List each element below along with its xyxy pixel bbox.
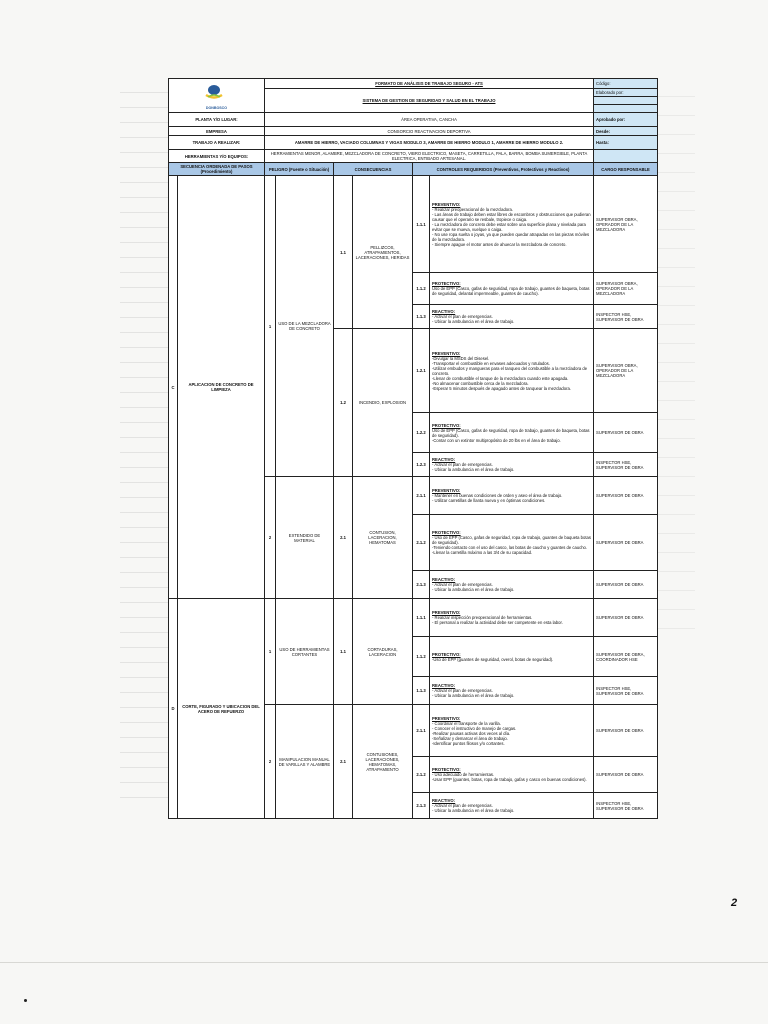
hazard-number: 1: [265, 176, 276, 477]
control-preventive: [430, 599, 594, 637]
codigo-label: Código:: [594, 79, 658, 89]
empresa-value: CONSORCIO REACTIVACION DEPORTIVA: [265, 127, 594, 136]
control-line: -Identificar puntos filosos y/o cortantes.: [432, 740, 505, 746]
control-number: 1.2.3: [413, 453, 430, 477]
control-line: - Conocer el instructivo de manejo de cargas.: [432, 725, 517, 731]
hazard-name: USO DE HERRAMIENTAS CORTANTES: [276, 599, 334, 705]
control-preventive: [430, 329, 594, 413]
control-line: -Uso de EPP (guantes de seguridad, overol, botas de seguridad).: [432, 656, 554, 662]
hazard-name: USO DE LA MEZCLADORA DE CONCRETO: [276, 176, 334, 477]
control-line: - Activar el plan de emergencias.: [432, 803, 493, 808]
responsible-role: SUPERVISOR DE OBRA: [594, 705, 658, 757]
page-divider: [0, 962, 768, 963]
control-reactive: [430, 677, 594, 705]
control-reactive: [430, 571, 594, 599]
control-line: - Realizar inspección preoperacional de herramientas.: [432, 615, 533, 620]
consequence: PELLIZCOS, ATRAPAMIENTOS, LACERACIONES, HERIDAS: [353, 176, 413, 329]
control-type: PREVENTIVO:: [432, 488, 461, 493]
responsible-role: SUPERVISOR OBRA, OPERADOR DE LA MEZCLADORA: [594, 176, 658, 273]
control-number: 1.2.1: [413, 329, 430, 413]
control-line: -Usar EPP (guantes, botas, ropa de trabajo, gafas y casco en buenas condiciones).: [432, 777, 587, 782]
control-line: -No almacenar combustible cerca de la mezcladora.: [432, 380, 529, 386]
ats-form-table: [168, 78, 658, 819]
control-type: PROTECTIVO:: [432, 651, 461, 657]
sub-hazard-number: 1.1: [334, 176, 353, 329]
responsible-role: SUPERVISOR DE OBRA: [594, 515, 658, 571]
column-header-controles: CONTROLES REQUERIDOS (Preventivos, Protectivos y Reactivos): [413, 163, 594, 176]
desde-label: Desde:: [594, 127, 658, 136]
control-line: -Divulgar la MSDS del Disesel.: [432, 355, 490, 361]
control-line: - El personal a realizar la actividad debe ser competente en esta labor.: [432, 620, 563, 625]
planta-value: ÁREA OPERATIVA, CANCHA: [265, 113, 594, 127]
control-preventive: [430, 477, 594, 515]
control-type: REACTIVO:: [432, 798, 456, 803]
step-name: CORTE, FIGURADO Y UBICACION DEL ACERO DE REFUERZO: [178, 599, 265, 819]
control-line: - Uso adecuado de herramientas.: [432, 772, 495, 777]
trabajo-label: TRABAJO A REALIZAR:: [169, 136, 265, 150]
control-type: PREVENTIVO:: [432, 201, 461, 207]
control-number: 1.1.2: [413, 637, 430, 677]
control-line: -Llenar la carretilla máximo a las 3/4 de su capacidad.: [432, 550, 533, 555]
control-line: - Activar el plan de emergencias.: [432, 462, 493, 467]
responsible-role: SUPERVISOR OBRA, OPERADOR DE LA MEZCLADORA: [594, 329, 658, 413]
control-line: - Ubicar la ambulancia en el área de trabajo.: [432, 319, 515, 324]
responsible-role: SUPERVISOR DE OBRA: [594, 599, 658, 637]
consequence: CONTUSIONES, LACERACIONES, HEMATOMAS, ATRAPAMIENTO: [353, 705, 413, 819]
control-line: - Las áreas de trabajo deben estar libres de escombros y obstrucciones que pudieran causar que el operario se resbale, tropiece o caiga.: [432, 211, 591, 222]
control-type: PROTECTIVO:: [432, 767, 461, 772]
control-line: - Coordinar el transporte de la varilla.: [432, 720, 501, 726]
hazard-name: EXTENDIDO DE MATERIAL: [276, 477, 334, 599]
control-number: 1.1.2: [413, 273, 430, 305]
form-title: FORMATO DE ANÁLISIS DE TRABAJO SEGURO - ATS: [265, 79, 594, 89]
bleed-through-right: [655, 78, 695, 638]
control-line: -Teniendo contacto con el uso del casco, las botas de caucho y guantes de caucho.: [432, 545, 588, 550]
hazard-number: 2: [265, 705, 276, 819]
blank-header-cell: [594, 97, 658, 105]
control-number: 2.1.3: [413, 571, 430, 599]
herramientas-value: HERRAMIENTAS MENOR, ALAMBRE, MEZCLADORA DE CONCRETO, VIBRO ELECTRICO, MASETA, CARRETILLA, PALA, BARRA, BOMBA SUMERGIBLE, PLANTA ELECTRICA, ENTIBADO ARTESANAL.: [265, 150, 594, 163]
empresa-label: EMPRESA: [169, 127, 265, 136]
control-line: - Mantener en buenas condiciones de orden y aseo el área de trabajo.: [432, 493, 563, 498]
control-type: PREVENTIVO:: [432, 610, 461, 615]
logo-emblem-icon: [203, 84, 225, 100]
control-number: 2.1.2: [413, 757, 430, 793]
control-line: - Uso de EPP (Casco, gafas de seguridad, ropa de trabajo, guantes de baqueta botas de seguridad).: [432, 535, 591, 545]
responsible-role: SUPERVISOR DE OBRA: [594, 571, 658, 599]
control-line: - Ubicar la ambulancia en el área de trabajo.: [432, 808, 515, 813]
responsible-role: SUPERVISOR DE OBRA, COORDINADOR HSE: [594, 637, 658, 677]
control-line: -Utilizar embudos y mangueras para el tanqueo del combustible a la mezcladora de concreto.: [432, 365, 588, 376]
consequence: INCENDIO, EXPLOSION: [353, 329, 413, 477]
control-line: - La mezcladora de concreto debe estar sobre una superficie plana y nivelada para evitar que se mueva, vuelque o caiga.: [432, 221, 586, 232]
responsible-role: SUPERVISOR DE OBRA: [594, 477, 658, 515]
control-number: 2.1.3: [413, 793, 430, 819]
hazard-number: 1: [265, 599, 276, 705]
control-number: 2.1.1: [413, 477, 430, 515]
consequence: CORTADURAS, LACERACION: [353, 599, 413, 705]
control-number: 2.1.1: [413, 705, 430, 757]
trabajo-value: AMARRE DE HIERRO, VACIADO COLUMNAS Y VIGAS MODULO 3, AMARRE DE HIERRO MODULO 1, AMARRE DE HIERRO MODULO 2.: [265, 136, 594, 150]
aprobado-label: Aprobado por:: [594, 113, 658, 127]
control-protective: [430, 273, 594, 305]
control-type: REACTIVO:: [432, 309, 456, 314]
control-type: REACTIVO:: [432, 457, 456, 462]
control-line: - Ubicar la ambulancia en el área de trabajo.: [432, 693, 515, 698]
column-header-peligro: PELIGRO (Fuente o Situación): [265, 163, 334, 176]
scan-speck: [24, 999, 27, 1002]
responsible-role: INSPECTOR HSE, SUPERVISOR DE OBRA: [594, 305, 658, 329]
responsible-role: SUPERVISOR DE OBRA: [594, 413, 658, 453]
page-number: 2: [731, 897, 738, 909]
control-type: PREVENTIVO:: [432, 350, 461, 356]
control-number: 2.1.2: [413, 515, 430, 571]
control-line: -Contar con un extintor multipropósito de 20 lbs en el área de trabajo.: [432, 437, 561, 443]
control-type: PROTECTIVO:: [432, 530, 461, 535]
column-header-secuencia: SECUENCIA ORDENADA DE PASOS (Procedimiento): [169, 163, 265, 176]
control-line: -Señalizar y demarcar el área de trabajo.: [432, 735, 508, 741]
control-line: - Realizar preoperacional de la mezcladora.: [432, 206, 513, 212]
logo-cell: [169, 79, 265, 113]
bleed-through-left: [120, 78, 172, 798]
control-line: - Ubicar la ambulancia en el área de trabajo.: [432, 467, 515, 472]
control-line: -Llenar de combustible el tanque de la mezcladora cuando este apagada.: [432, 375, 569, 381]
hazard-name: MANIPULACION MANUAL DE VARILLAS Y ALAMBRE: [276, 705, 334, 819]
consequence: CONTUSION, LACERACION, HEMATOMAS: [353, 477, 413, 599]
hazard-number: 2: [265, 477, 276, 599]
control-line: Uso de EPP (Casco, gafas de seguridad, ropa de trabajo, guantes de baqueta, botas de seguridad).: [432, 427, 590, 438]
form-subtitle: SISTEMA DE GESTION DE SEGURIDAD Y SALUD EN EL TRABAJO: [265, 89, 594, 113]
control-number: 1.1.1: [413, 599, 430, 637]
hasta-label: Hasta:: [594, 136, 658, 150]
control-line: - Utilizar carretillas de llanta nueva y en óptimas condiciones.: [432, 498, 546, 503]
control-protective: [430, 515, 594, 571]
control-line: - Activar el plan de emergencias.: [432, 688, 493, 693]
sub-hazard-number: 2.1: [334, 705, 353, 819]
control-number: 1.1.3: [413, 305, 430, 329]
control-type: PROTECTIVO:: [432, 281, 461, 286]
control-type: PROTECTIVO:: [432, 422, 461, 428]
control-protective: [430, 413, 594, 453]
control-number: 1.1.3: [413, 677, 430, 705]
company-logo: [171, 81, 262, 111]
sub-hazard-number: 1.2: [334, 329, 353, 477]
control-line: - Ubicar la ambulancia en el área de trabajo.: [432, 587, 515, 592]
responsible-role: INSPECTOR HSE, SUPERVISOR DE OBRA: [594, 793, 658, 819]
step-letter: D: [169, 599, 178, 819]
sub-hazard-number: 1.1: [334, 599, 353, 705]
control-reactive: [430, 453, 594, 477]
elaborado-label: Elaborado por:: [594, 89, 658, 97]
control-line: - No use ropa suelta o joyas, ya que pueden quedar atrapadas en las piezas móviles de la mezcladora.: [432, 231, 590, 242]
control-number: 1.2.2: [413, 413, 430, 453]
planta-label: PLANTA Y/O LUGAR:: [169, 113, 265, 127]
herramientas-label: HERRAMIENTAS Y/O EQUIPOS:: [169, 150, 265, 163]
sub-hazard-number: 2.1: [334, 477, 353, 599]
control-line: -Transportar el combustible en envases adecuados y rotulados.: [432, 360, 550, 366]
blank-info-cell: [594, 150, 658, 163]
control-line: - Siempre apague el motor antes de ahuecar la mezcladora de concreto.: [432, 241, 567, 247]
column-header-consecuencias: CONSECUENCIAS: [334, 163, 413, 176]
control-number: 1.1.1: [413, 176, 430, 273]
control-protective: [430, 637, 594, 677]
control-line: Uso de EPP (Casco, gafas de seguridad, ropa de trabajo, guantes de baqueta, botas de seguridad, delantal impermeable, guantes de caucho).: [432, 286, 590, 296]
control-type: REACTIVO:: [432, 577, 456, 582]
control-protective: [430, 757, 594, 793]
control-preventive: [430, 176, 594, 273]
responsible-role: INSPECTOR HSE, SUPERVISOR DE OBRA: [594, 677, 658, 705]
control-line: -Realizar pausas activas dos veces al día.: [432, 730, 511, 736]
column-header-cargo: CARGO RESPONSABLE: [594, 163, 658, 176]
responsible-role: INSPECTOR HSE, SUPERVISOR DE OBRA: [594, 453, 658, 477]
control-type: REACTIVO:: [432, 683, 456, 688]
control-type: PREVENTIVO:: [432, 715, 461, 721]
logo-text: DONBOSCO: [205, 105, 228, 110]
control-line: - Activar el plan de emergencias.: [432, 314, 493, 319]
control-preventive: [430, 705, 594, 757]
control-reactive: [430, 305, 594, 329]
responsible-role: SUPERVISOR OBRA, OPERADOR DE LA MEZCLADORA: [594, 273, 658, 305]
control-line: - Activar el plan de emergencias.: [432, 582, 493, 587]
step-letter: C: [169, 176, 178, 599]
step-name: APLICACION DE CONCRETO DE LIMPIEZA: [178, 176, 265, 599]
blank-header-cell: [594, 105, 658, 113]
responsible-role: SUPERVISOR DE OBRA: [594, 757, 658, 793]
control-line: -Esperar 5 minutos después de apagado antes de tanquear la mezcladora.: [432, 385, 571, 391]
control-reactive: [430, 793, 594, 819]
